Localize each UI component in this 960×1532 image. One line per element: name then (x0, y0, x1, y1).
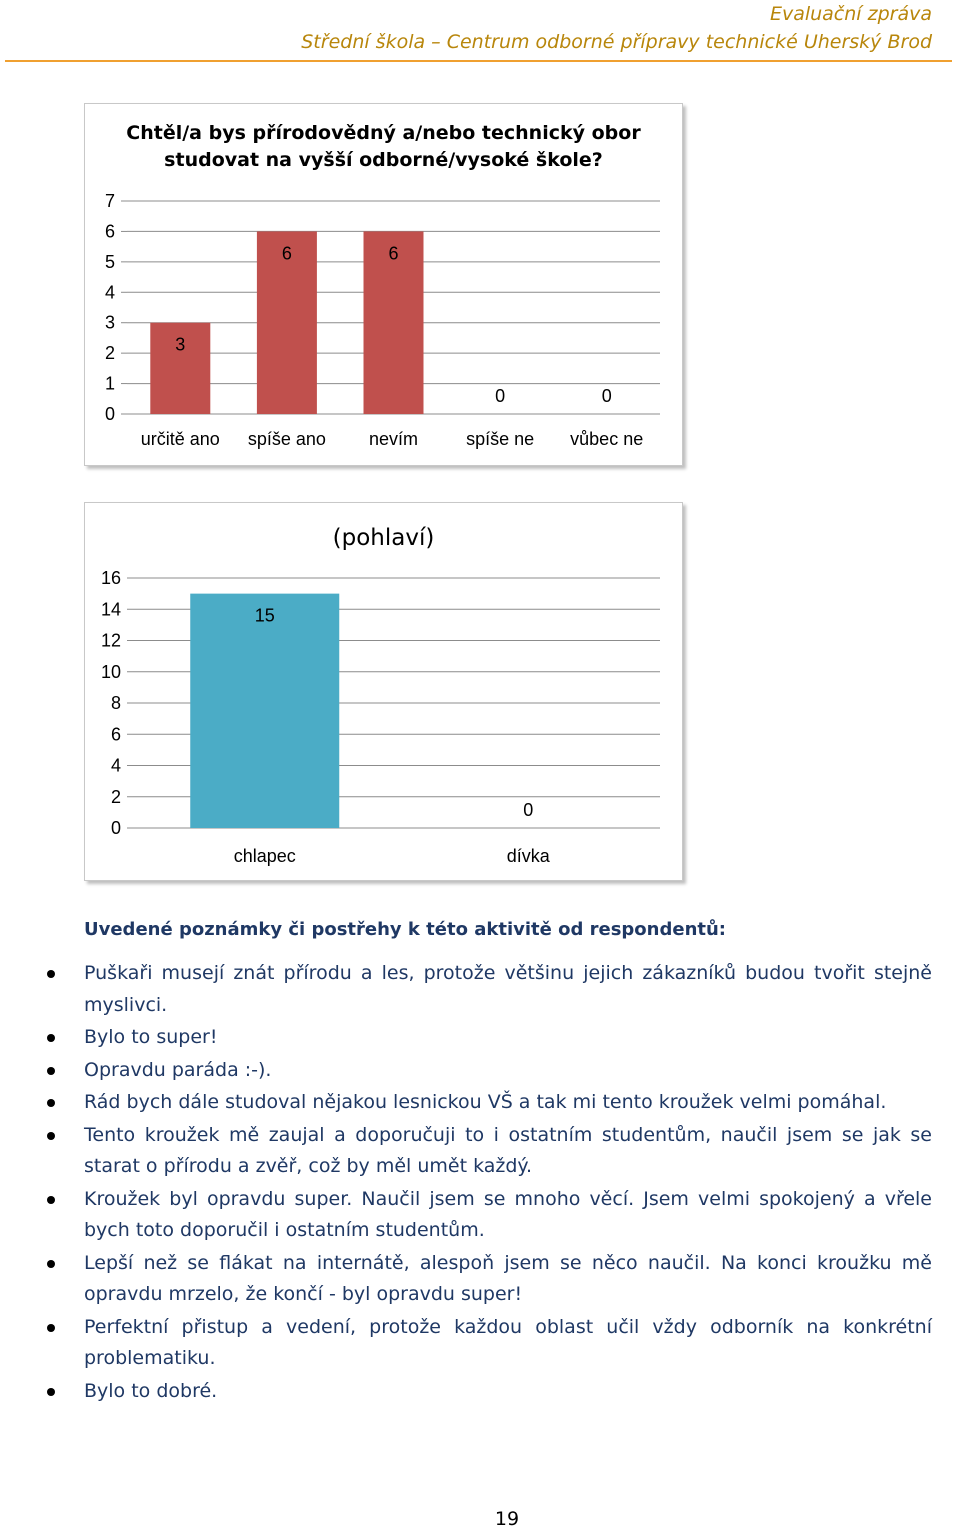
notes-heading: Uvedené poznámky či postřehy k této aktivitě od respondentů: (84, 919, 726, 940)
chart1-ytick-label: 5 (104, 251, 115, 272)
note-text: Lepší než se flákat na internátě, alespoň jsem se něco naučil. Na konci kroužku mě opravdu mrzelo, že končí - byl opravdu super! (84, 1251, 932, 1305)
list-item (84, 1087, 932, 1119)
header-divider (5, 60, 952, 62)
list-item (84, 958, 932, 1021)
chart1-ytick-label: 7 (104, 191, 115, 211)
chart1-data-label: 6 (388, 243, 399, 264)
note-text: Opravdu paráda :-). (84, 1058, 272, 1081)
chart2-category-label: chlapec (233, 846, 296, 866)
chart2-ytick-label: 8 (110, 693, 121, 713)
chart1-data-label: 3 (175, 334, 186, 355)
chart2-ytick-label: 14 (100, 599, 121, 620)
chart1-ytick-label: 3 (104, 312, 115, 333)
chart2-ytick-label: 0 (110, 818, 121, 838)
chart-gender (84, 502, 683, 881)
bullet-icon (47, 1388, 55, 1396)
bullet-icon (47, 1132, 55, 1140)
list-item (84, 1376, 932, 1408)
page-number: 19 (494, 1508, 520, 1530)
bullet-icon (47, 1260, 55, 1268)
chart2-ytick-label: 4 (110, 755, 121, 776)
chart2-category-label: dívka (506, 846, 550, 866)
list-item (84, 1312, 932, 1375)
chart2-bar (190, 594, 339, 828)
note-text: Bylo to dobré. (84, 1379, 218, 1402)
notes-list (84, 958, 932, 1408)
chart2-ytick-label: 12 (100, 630, 121, 651)
bullet-icon (47, 1067, 55, 1075)
chart2-data-label: 0 (523, 800, 534, 820)
chart1-category-label: spíše ano (247, 429, 326, 449)
chart1-ytick-label: 0 (104, 404, 115, 424)
chart2-plot (85, 503, 682, 880)
chart1-plot (85, 104, 682, 465)
chart1-category-label: určitě ano (140, 429, 220, 449)
chart1-ytick-label: 2 (104, 343, 115, 364)
bullet-icon (47, 1324, 55, 1332)
list-item (84, 1248, 932, 1311)
bullet-icon (47, 970, 55, 978)
chart1-category-label: nevím (368, 429, 419, 449)
chart1-ytick-label: 4 (104, 282, 115, 303)
chart1-category-label: spíše ne (466, 429, 535, 449)
chart2-title: (pohlaví) (332, 525, 435, 551)
chart2-ytick-label: 6 (110, 724, 121, 745)
chart1-ytick-label: 1 (104, 373, 115, 394)
chart-study-interest (84, 103, 683, 466)
chart1-title-line2: studovat na vyšší odborné/vysoké škole? (164, 149, 603, 171)
note-text: Tento kroužek mě zaujal a doporučuji to i ostatním studentům, naučil jsem se jak se starat o přírodu a zvěř, což by měl umět každý. (84, 1123, 932, 1177)
bullet-icon (47, 1034, 55, 1042)
chart1-title-line1: Chtěl/a bys přírodovědný a/nebo technický obor (126, 122, 641, 144)
note-text: Puškaři musejí znát přírodu a les, protože většinu jejich zákazníků budou tvořit stejně myslivci. (84, 962, 932, 1016)
chart1-category-label: vůbec ne (570, 429, 644, 449)
chart2-ytick-label: 2 (110, 786, 121, 807)
note-text: Bylo to super! (84, 1026, 218, 1048)
note-text: Kroužek byl opravdu super. Naučil jsem se mnoho věcí. Jsem velmi spokojený a vřele bych toto doporučil i ostatním studentům. (84, 1187, 932, 1241)
chart2-ytick-label: 10 (100, 661, 121, 682)
chart1-data-label: 0 (601, 386, 612, 406)
header-school: Střední škola – Centrum odborné přípravy technické Uherský Brod (301, 31, 932, 53)
list-item (84, 1120, 932, 1183)
list-item (84, 1184, 932, 1247)
bullet-icon (47, 1196, 55, 1204)
bullet-icon (47, 1099, 55, 1107)
list-item (84, 1022, 932, 1054)
chart1-data-label: 0 (495, 386, 506, 406)
chart2-data-label: 15 (254, 605, 275, 626)
note-text: Perfektní přistup a vedení, protože každou oblast učil vždy odborník na konkrétní problematiku. (84, 1315, 932, 1369)
header-title: Evaluační zpráva (769, 3, 932, 25)
chart2-ytick-label: 16 (100, 568, 121, 588)
chart1-data-label: 6 (281, 243, 292, 264)
list-item (84, 1055, 932, 1087)
note-text: Rád bych dále studoval nějakou lesnickou VŠ a tak mi tento kroužek velmi pomáhal. (84, 1091, 887, 1113)
document-header (301, 0, 932, 56)
chart1-ytick-label: 6 (104, 221, 115, 242)
